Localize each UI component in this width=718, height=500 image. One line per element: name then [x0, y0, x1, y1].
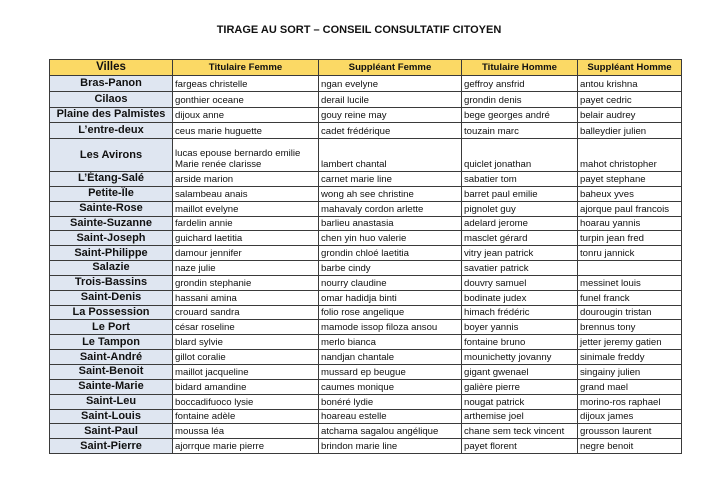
table-row	[50, 139, 682, 172]
header-titulaire-homme: Titulaire Homme	[462, 60, 578, 76]
suppleant-homme-cell: messinet louis	[578, 275, 682, 290]
suppleant-homme-cell: jetter jeremy gatien	[578, 335, 682, 350]
titulaire-femme-cell: ceus marie huguette	[173, 123, 319, 139]
suppleant-femme-cell: mussard ep beugue	[319, 364, 462, 379]
ville-cell: Les Avirons	[50, 139, 173, 172]
titulaire-homme-cell: payet florent	[462, 439, 578, 454]
table-row	[50, 123, 682, 139]
titulaire-femme-cell: bidard amandine	[173, 379, 319, 394]
table-body	[50, 76, 682, 454]
ville-cell: Le Tampon	[50, 335, 173, 350]
titulaire-homme-cell: bege georges andré	[462, 107, 578, 123]
ville-cell: Trois-Bassins	[50, 275, 173, 290]
titulaire-homme-cell: nougat patrick	[462, 394, 578, 409]
titulaire-femme-cell: maillot evelyne	[173, 201, 319, 216]
ville-cell: Saint-Philippe	[50, 246, 173, 261]
titulaire-femme-cell: dijoux anne	[173, 107, 319, 123]
table-row	[50, 76, 682, 92]
ville-cell: La Possession	[50, 305, 173, 320]
ville-cell: Saint-Denis	[50, 290, 173, 305]
ville-cell: Le Port	[50, 320, 173, 335]
titulaire-femme-cell: hassani amina	[173, 290, 319, 305]
titulaire-femme-cell: guichard laetitia	[173, 231, 319, 246]
suppleant-homme-cell: sinimale freddy	[578, 350, 682, 365]
ville-cell: Saint-Leu	[50, 394, 173, 409]
header-suppleant-homme: Suppléant Homme	[578, 60, 682, 76]
suppleant-femme-cell: barbe cindy	[319, 261, 462, 276]
suppleant-homme-cell: dijoux james	[578, 409, 682, 424]
titulaire-homme-cell: savatier patrick	[462, 261, 578, 276]
titulaire-femme-cell: gillot coralie	[173, 350, 319, 365]
titulaire-femme-cell: grondin stephanie	[173, 275, 319, 290]
table-row	[50, 201, 682, 216]
suppleant-homme-cell: dourougin tristan	[578, 305, 682, 320]
ville-cell: Petite-Île	[50, 186, 173, 201]
suppleant-homme-cell: ajorque paul francois	[578, 201, 682, 216]
header-titulaire-femme: Titulaire Femme	[173, 60, 319, 76]
suppleant-homme-cell: grousson laurent	[578, 424, 682, 439]
suppleant-femme-cell: cadet frédérique	[319, 123, 462, 139]
suppleant-femme-cell: ngan evelyne	[319, 76, 462, 92]
suppleant-homme-cell: turpin jean fred	[578, 231, 682, 246]
titulaire-homme-cell: himach frédéric	[462, 305, 578, 320]
ville-cell: Saint-Benoit	[50, 364, 173, 379]
titulaire-homme-cell: grondin denis	[462, 91, 578, 107]
table-row	[50, 107, 682, 123]
suppleant-femme-cell: gouy reine may	[319, 107, 462, 123]
titulaire-homme-cell: bodinate judex	[462, 290, 578, 305]
suppleant-homme-cell: brennus tony	[578, 320, 682, 335]
suppleant-homme-cell: payet stephane	[578, 172, 682, 187]
ville-cell: L’entre-deux	[50, 123, 173, 139]
titulaire-homme-cell: chane sem teck vincent	[462, 424, 578, 439]
titulaire-homme-cell: adelard jerome	[462, 216, 578, 231]
titulaire-homme-cell: mounichetty jovanny	[462, 350, 578, 365]
suppleant-homme-cell: antou krishna	[578, 76, 682, 92]
suppleant-homme-cell: funel franck	[578, 290, 682, 305]
table-row	[50, 186, 682, 201]
titulaire-femme-cell: césar roseline	[173, 320, 319, 335]
table-header-row	[50, 60, 682, 76]
titulaire-homme-cell: douvry samuel	[462, 275, 578, 290]
titulaire-homme-cell: gigant gwenael	[462, 364, 578, 379]
titulaire-femme-cell: blard sylvie	[173, 335, 319, 350]
titulaire-femme-cell: fargeas christelle	[173, 76, 319, 92]
suppleant-homme-cell: singainy julien	[578, 364, 682, 379]
table-row	[50, 246, 682, 261]
titulaire-femme-cell: ajorrque marie pierre	[173, 439, 319, 454]
titulaire-homme-cell: barret paul emilie	[462, 186, 578, 201]
ville-cell: Salazie	[50, 261, 173, 276]
suppleant-femme-cell: hoareau estelle	[319, 409, 462, 424]
suppleant-femme-cell: derail lucile	[319, 91, 462, 107]
suppleant-homme-cell: baheux yves	[578, 186, 682, 201]
ville-cell: Bras-Panon	[50, 76, 173, 92]
suppleant-femme-cell: nandjan chantale	[319, 350, 462, 365]
titulaire-homme-cell: fontaine bruno	[462, 335, 578, 350]
suppleant-homme-cell: balleydier julien	[578, 123, 682, 139]
titulaire-femme-cell: maillot jacqueline	[173, 364, 319, 379]
table-row	[50, 335, 682, 350]
table-row	[50, 409, 682, 424]
suppleant-homme-cell: morino-ros raphael	[578, 394, 682, 409]
titulaire-femme-cell: gonthier oceane	[173, 91, 319, 107]
suppleant-homme-cell: belair audrey	[578, 107, 682, 123]
suppleant-femme-cell: grondin chloé laetitia	[319, 246, 462, 261]
titulaire-femme-line-1: lucas epouse bernardo emilie	[175, 148, 301, 159]
table-row	[50, 216, 682, 231]
ville-cell: Saint-Louis	[50, 409, 173, 424]
table-row	[50, 305, 682, 320]
suppleant-femme-cell: chen yin huo valerie	[319, 231, 462, 246]
titulaire-femme-cell: naze julie	[173, 261, 319, 276]
suppleant-homme-cell: tonru jannick	[578, 246, 682, 261]
titulaire-femme-cell: crouard sandra	[173, 305, 319, 320]
titulaire-femme-cell: fontaine adèle	[173, 409, 319, 424]
suppleant-femme-cell: nourry claudine	[319, 275, 462, 290]
titulaire-homme-cell: arthemise joel	[462, 409, 578, 424]
titulaire-homme-cell: galière pierre	[462, 379, 578, 394]
suppleant-homme-cell: negre benoit	[578, 439, 682, 454]
ville-cell: Plaine des Palmistes	[50, 107, 173, 123]
suppleant-homme-cell: hoarau yannis	[578, 216, 682, 231]
table-row	[50, 394, 682, 409]
ville-cell: Sainte-Suzanne	[50, 216, 173, 231]
titulaire-femme-cell: boccadifuoco lysie	[173, 394, 319, 409]
table-row	[50, 91, 682, 107]
titulaire-homme-cell: geffroy ansfrid	[462, 76, 578, 92]
titulaire-homme-cell: touzain marc	[462, 123, 578, 139]
suppleant-homme-cell	[578, 261, 682, 276]
table-row	[50, 439, 682, 454]
titulaire-homme-cell: sabatier tom	[462, 172, 578, 187]
suppleant-femme-cell: atchama sagalou angélique	[319, 424, 462, 439]
suppleant-femme-cell: brindon marie line	[319, 439, 462, 454]
suppleant-femme-cell: bonéré lydie	[319, 394, 462, 409]
titulaire-homme-cell: pignolet guy	[462, 201, 578, 216]
titulaire-femme-line-2: Marie renée clarisse	[175, 159, 262, 170]
header-villes: Villes	[50, 60, 173, 76]
table-row	[50, 350, 682, 365]
suppleant-femme-cell: wong ah see christine	[319, 186, 462, 201]
titulaire-femme-cell: moussa léa	[173, 424, 319, 439]
ville-cell: L’Étang-Salé	[50, 172, 173, 187]
suppleant-femme-cell: merlo bianca	[319, 335, 462, 350]
suppleant-homme-cell: grand mael	[578, 379, 682, 394]
ville-cell: Saint-André	[50, 350, 173, 365]
titulaire-femme-cell: fardelin annie	[173, 216, 319, 231]
table-row	[50, 320, 682, 335]
titulaire-homme-cell: quiclet jonathan	[462, 139, 578, 172]
titulaire-homme-cell: vitry jean patrick	[462, 246, 578, 261]
ville-cell: Saint-Paul	[50, 424, 173, 439]
titulaire-femme-cell: arside marion	[173, 172, 319, 187]
suppleant-femme-cell: lambert chantal	[319, 139, 462, 172]
draw-results-table	[49, 59, 682, 454]
header-suppleant-femme: Suppléant Femme	[319, 60, 462, 76]
suppleant-femme-cell: folio rose angelique	[319, 305, 462, 320]
titulaire-homme-cell: masclet gérard	[462, 231, 578, 246]
ville-cell: Saint-Joseph	[50, 231, 173, 246]
suppleant-femme-cell: mamode issop filoza ansou	[319, 320, 462, 335]
suppleant-homme-cell: mahot christopher	[578, 139, 682, 172]
table-row	[50, 172, 682, 187]
suppleant-femme-cell: caumes monique	[319, 379, 462, 394]
document-title: TIRAGE AU SORT – CONSEIL CONSULTATIF CITOYEN	[216, 24, 502, 36]
ville-cell: Sainte-Marie	[50, 379, 173, 394]
table-row	[50, 275, 682, 290]
suppleant-femme-cell: omar hadidja binti	[319, 290, 462, 305]
ville-cell: Sainte-Rose	[50, 201, 173, 216]
table-row	[50, 231, 682, 246]
ville-cell: Cilaos	[50, 91, 173, 107]
suppleant-femme-cell: mahavaly cordon arlette	[319, 201, 462, 216]
table-row	[50, 379, 682, 394]
table-row	[50, 290, 682, 305]
table-row	[50, 364, 682, 379]
table-row	[50, 424, 682, 439]
suppleant-homme-cell: payet cedric	[578, 91, 682, 107]
suppleant-femme-cell: barlieu anastasia	[319, 216, 462, 231]
titulaire-homme-cell: boyer yannis	[462, 320, 578, 335]
table-row	[50, 261, 682, 276]
titulaire-femme-cell: damour jennifer	[173, 246, 319, 261]
titulaire-femme-cell: salambeau anais	[173, 186, 319, 201]
suppleant-femme-cell: carnet marie line	[319, 172, 462, 187]
ville-cell: Saint-Pierre	[50, 439, 173, 454]
titulaire-femme-cell	[173, 139, 319, 172]
